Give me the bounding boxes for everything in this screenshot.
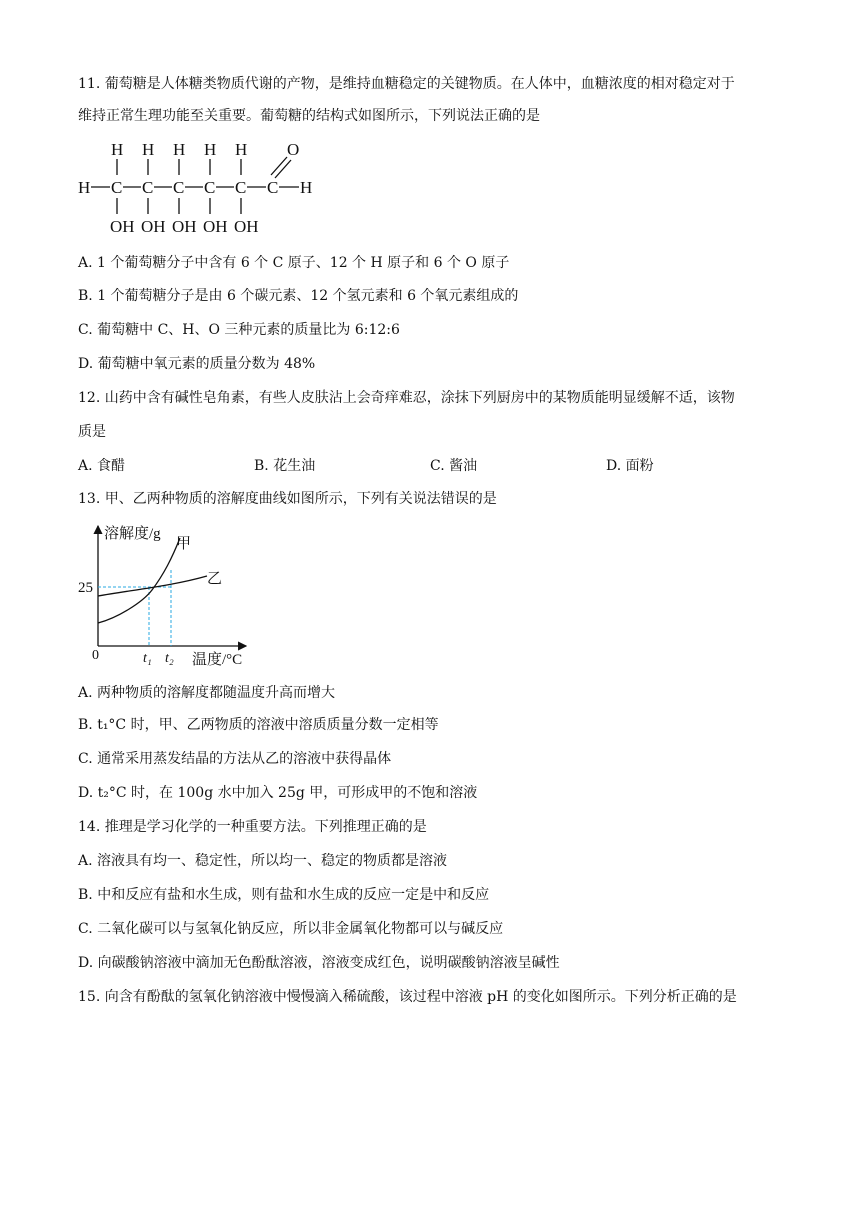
carbon-6: C — [267, 178, 279, 197]
q12-stem-line1: 12. 山药中含有碱性皂角素，有些人皮肤沾上会奇痒难忍，涂抹下列厨房中的某物质能明显缓解不适，该物 — [78, 390, 735, 406]
y-axis-label: 溶解度/g — [104, 526, 161, 542]
q11-stem-line1: 11. 葡萄糖是人体糖类物质代谢的产物，是维持血糖稳定的关键物质。在人体中，血糖浓度的相对稳定对于 — [78, 76, 735, 92]
bottom-oh-1: OH — [110, 217, 135, 236]
q11-option-d: D. 葡萄糖中氧元素的质量分数为 48% — [78, 356, 316, 372]
q13-option-c: C. 通常采用蒸发结晶的方法从乙的溶液中获得晶体 — [78, 751, 392, 767]
glucose-structure-diagram — [74, 138, 334, 238]
x-tick-t2: t₂ — [165, 651, 174, 666]
q13-option-a: A. 两种物质的溶解度都随温度升高而增大 — [78, 685, 336, 701]
x-axis-label: 温度/°C — [192, 652, 243, 668]
bottom-oh-4: OH — [203, 217, 228, 236]
top-h-4: H — [204, 140, 217, 159]
top-h-5: H — [235, 140, 248, 159]
q11-stem-line2: 维持正常生理功能至关重要。葡萄糖的结构式如图所示，下列说法正确的是 — [78, 108, 540, 124]
carbon-3: C — [173, 178, 185, 197]
carbon-1: C — [111, 178, 123, 197]
q14-option-d: D. 向碳酸钠溶液中滴加无色酚酞溶液，溶液变成红色，说明碳酸钠溶液呈碱性 — [78, 955, 560, 971]
bottom-oh-5: OH — [234, 217, 259, 236]
top-h-3: H — [173, 140, 186, 159]
q15-stem: 15. 向含有酚酞的氢氧化钠溶液中慢慢滴入稀硫酸，该过程中溶液 pH 的变化如图所示。下列分析正确的是 — [78, 989, 737, 1005]
carbon-4: C — [204, 178, 216, 197]
q13-stem: 13. 甲、乙两种物质的溶解度曲线如图所示，下列有关说法错误的是 — [78, 491, 497, 507]
q12-option-b: B. 花生油 — [254, 458, 316, 474]
bottom-oh-2: OH — [141, 217, 166, 236]
q14-stem: 14. 推理是学习化学的一种重要方法。下列推理正确的是 — [78, 819, 427, 835]
q13-option-d: D. t₂°C 时，在 100g 水中加入 25g 甲，可形成甲的不饱和溶液 — [78, 785, 478, 801]
carbon-5: C — [235, 178, 247, 197]
q12-option-a: A. 食醋 — [78, 458, 126, 474]
oxygen-atom: O — [287, 140, 300, 159]
x-tick-t1: t₁ — [143, 651, 152, 666]
solubility-chart — [72, 518, 262, 668]
q14-option-c: C. 二氧化碳可以与氢氧化钠反应，所以非金属氧化物都可以与碱反应 — [78, 921, 504, 937]
q12-option-c: C. 酱油 — [430, 458, 478, 474]
top-h-2: H — [142, 140, 155, 159]
left-h: H — [78, 178, 91, 197]
carbon-2: C — [142, 178, 154, 197]
q11-option-b: B. 1 个葡萄糖分子是由 6 个碳元素、12 个氢元素和 6 个氧元素组成的 — [78, 288, 519, 304]
q12-stem-line2: 质是 — [78, 424, 106, 440]
top-h-1: H — [111, 140, 124, 159]
q12-option-d: D. 面粉 — [606, 458, 654, 474]
series-yi-label: 乙 — [207, 571, 223, 587]
series-jia-label: 甲 — [176, 536, 192, 552]
q11-option-a: A. 1 个葡萄糖分子中含有 6 个 C 原子、12 个 H 原子和 6 个 O 原子 — [78, 255, 510, 271]
q14-option-a: A. 溶液具有均一、稳定性，所以均一、稳定的物质都是溶液 — [78, 853, 448, 869]
bottom-oh-3: OH — [172, 217, 197, 236]
right-h: H — [300, 178, 313, 197]
q13-option-b: B. t₁°C 时，甲、乙两物质的溶液中溶质质量分数一定相等 — [78, 717, 439, 733]
q11-option-c: C. 葡萄糖中 C、H、O 三种元素的质量比为 6:12:6 — [78, 322, 400, 338]
series-jia-curve — [98, 538, 180, 623]
q12-options — [78, 456, 798, 476]
series-yi-curve — [98, 576, 207, 596]
y-tick-25: 25 — [78, 580, 93, 596]
q14-option-b: B. 中和反应有盐和水生成，则有盐和水生成的反应一定是中和反应 — [78, 887, 490, 903]
origin-label: 0 — [92, 648, 99, 663]
